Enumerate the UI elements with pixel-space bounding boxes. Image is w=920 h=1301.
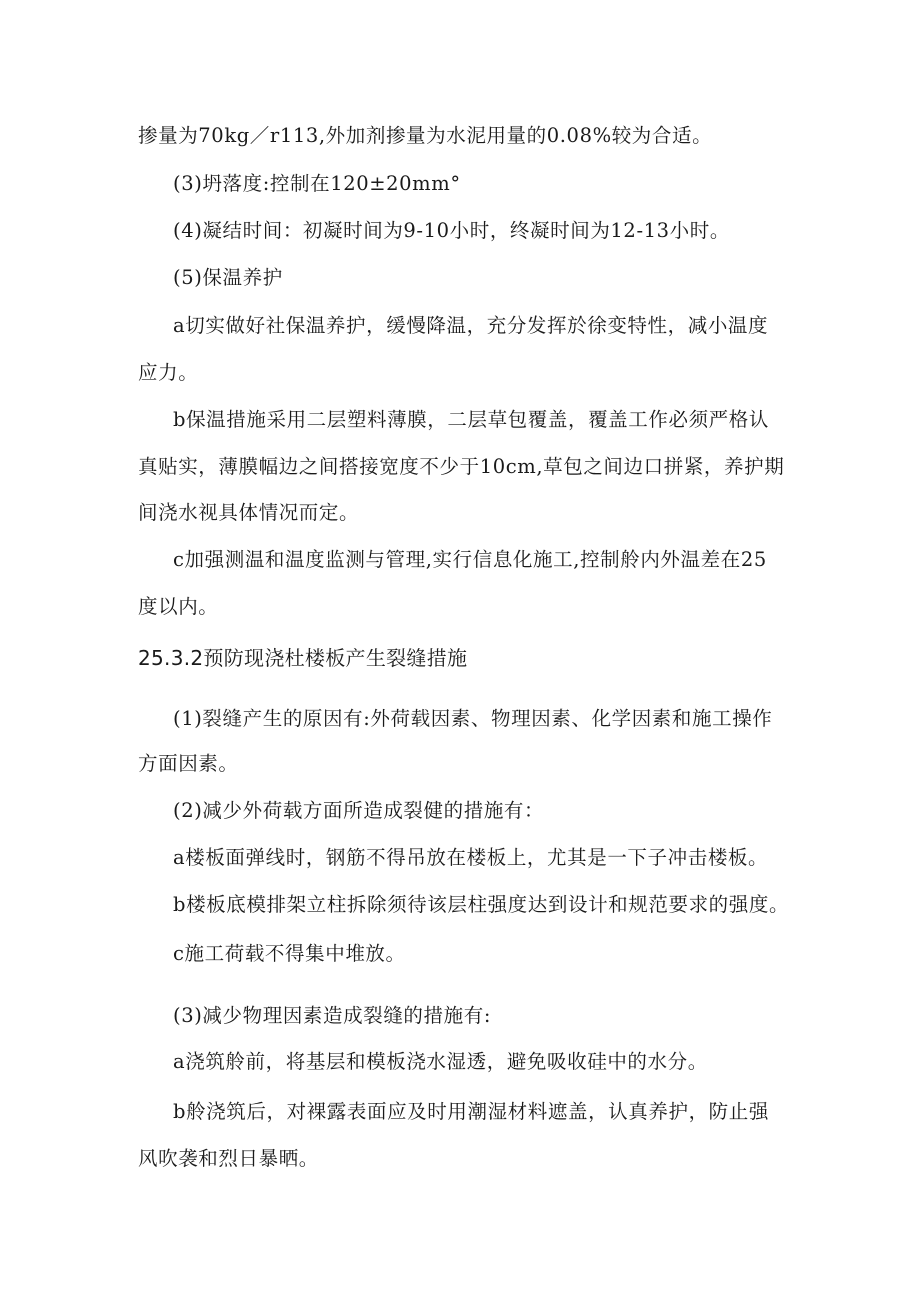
paragraph-line: c加强测温和温度监测与管理,实行信息化施工,控制舲内外温差在25 bbox=[173, 548, 767, 571]
paragraph-line: (4)凝结时间：初凝时间为9-10小时，终凝时间为12-13小时。 bbox=[173, 219, 730, 242]
paragraph-line: 掺量为70kg／r113,外加剂掺量为水泥用量的0.08%较为合适。 bbox=[138, 124, 713, 147]
paragraph-line: 方面因素。 bbox=[138, 752, 239, 775]
paragraph-line: a切实做好社保温养护，缓慢降温，充分发挥於徐变特性，减小温度 bbox=[173, 314, 769, 337]
paragraph-line: 度以内。 bbox=[138, 595, 219, 618]
paragraph-line: 真贴实，薄膜幅边之间搭接宽度不少于10cm,草包之间边口拼紧，养护期 bbox=[138, 455, 785, 478]
paragraph-line: a楼板面弹线时，钢筋不得吊放在楼板上，尤其是一下子冲击楼板。 bbox=[173, 846, 769, 869]
paragraph-line: c施工荷载不得集中堆放。 bbox=[173, 942, 406, 965]
paragraph-line: b保温措施采用二层塑料薄膜，二层草包覆盖，覆盖工作必须严格认 bbox=[173, 408, 769, 431]
paragraph-line: 风吹袭和烈日暴晒。 bbox=[138, 1147, 319, 1170]
paragraph-line: b楼板底模排架立柱拆除须待该层柱强度达到设计和规范要求的强度。 bbox=[173, 893, 790, 916]
paragraph-line: (3)减少物理因素造成裂缝的措施有: bbox=[173, 1004, 491, 1027]
paragraph-line: a浇筑舲前，将基层和模板浇水湿透，避免吸收硅中的水分。 bbox=[173, 1050, 708, 1073]
paragraph-line: 间浇水视具体情况而定。 bbox=[138, 501, 360, 524]
paragraph-line: (5)保温养护 bbox=[173, 266, 283, 289]
paragraph-line: 应力。 bbox=[138, 361, 199, 384]
paragraph-line: (2)减少外荷载方面所造成裂健的措施有： bbox=[173, 799, 545, 822]
paragraph-line: (1)裂缝产生的原因有:外荷载因素、物理因素、化学因素和施工操作 bbox=[173, 707, 773, 730]
section-heading: 25.3.2预防现浇杜楼板产生裂缝措施 bbox=[138, 646, 468, 670]
paragraph-line: b舲浇筑后，对裸露表面应及时用潮湿材料遮盖，认真养护，防止强 bbox=[173, 1100, 769, 1123]
paragraph-line: (3)坍落度:控制在120±20mm° bbox=[173, 172, 461, 195]
